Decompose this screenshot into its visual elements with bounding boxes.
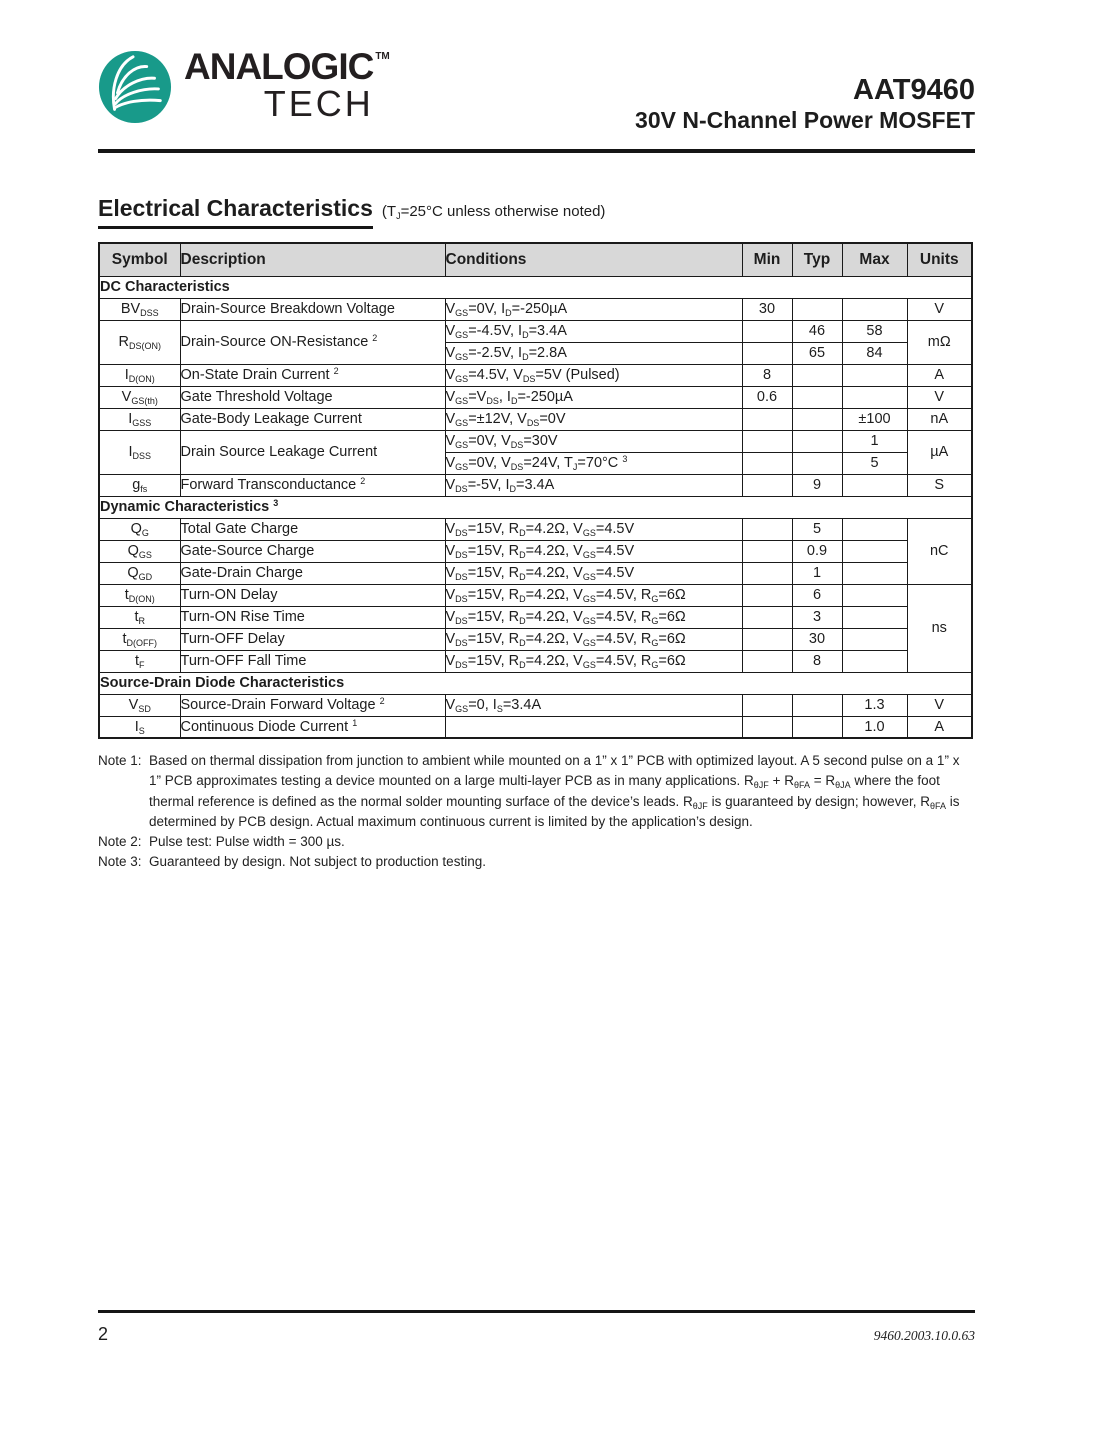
units-cell: S (907, 474, 972, 496)
min-cell: 0.6 (742, 386, 792, 408)
description-cell: Total Gate Charge (180, 518, 445, 540)
max-cell (842, 628, 907, 650)
footer-divider (98, 1310, 975, 1313)
max-cell: ±100 (842, 408, 907, 430)
conditions-cell: $V_{GS}=0V$, $V_{DS}=24V$, $T_J=70^\circ C$ $^3$ (445, 452, 742, 474)
max-cell (842, 650, 907, 672)
symbol-cell: $t_F$ (99, 650, 180, 672)
column-header-max: Max (842, 243, 907, 276)
max-cell: 84 (842, 342, 907, 364)
symbol-cell: $BV_{DSS}$ (99, 298, 180, 320)
description-cell: Turn-OFF Delay (180, 628, 445, 650)
description-cell: Gate-Body Leakage Current (180, 408, 445, 430)
min-cell (742, 716, 792, 738)
typ-cell (792, 716, 842, 738)
max-cell: 1.0 (842, 716, 907, 738)
section-row (99, 672, 972, 694)
column-header-symbol: Symbol (99, 243, 180, 276)
max-cell: 58 (842, 320, 907, 342)
column-header-conditions: Conditions (445, 243, 742, 276)
description-cell: Turn-ON Rise Time (180, 606, 445, 628)
section-label: Dynamic Characteristics $^3$ (99, 496, 972, 518)
symbol-cell: $t_{D(OFF)}$ (99, 628, 180, 650)
min-cell (742, 584, 792, 606)
typ-cell (792, 408, 842, 430)
brand-name-bottom: TECH (263, 83, 374, 124)
typ-cell: 9 (792, 474, 842, 496)
note-label: Note 3: (98, 854, 142, 870)
table-row (99, 408, 972, 430)
note (98, 751, 975, 832)
description-cell: Turn-OFF Fall Time (180, 650, 445, 672)
min-cell (742, 606, 792, 628)
table-row (99, 694, 972, 716)
typ-cell: 5 (792, 518, 842, 540)
column-header-units: Units (907, 243, 972, 276)
brand-name-top: ANALOGIC ™ (184, 46, 390, 87)
min-cell (742, 342, 792, 364)
note-label: Note 2: (98, 834, 142, 849)
min-cell (742, 540, 792, 562)
typ-cell: 1 (792, 562, 842, 584)
section-title: Electrical Characteristics (98, 195, 373, 229)
min-cell (742, 320, 792, 342)
description-cell: Gate-Drain Charge (180, 562, 445, 584)
conditions-cell: $V_{DS}=15V$, $R_D=4.2\Omega$, $V_{GS}=4.5V$, $R_G=6\Omega$ (445, 584, 742, 606)
symbol-cell: $I_S$ (99, 716, 180, 738)
table-row (99, 320, 972, 342)
notes-section (98, 751, 975, 873)
description-cell: On-State Drain Current $^2$ (180, 364, 445, 386)
conditions-cell: $V_{GS}=-2.5V$, $I_D=2.8A$ (445, 342, 742, 364)
typ-cell: 46 (792, 320, 842, 342)
conditions-cell: $V_{GS}=0V$, $V_{DS}=30V$ (445, 430, 742, 452)
symbol-cell: $I_{DSS}$ (99, 430, 180, 474)
conditions-cell: $V_{DS}=15V$, $R_D=4.2\Omega$, $V_{GS}=4.5V$ (445, 540, 742, 562)
typ-cell (792, 430, 842, 452)
units-cell: mΩ (907, 320, 972, 364)
min-cell (742, 518, 792, 540)
min-cell (742, 694, 792, 716)
symbol-cell: $Q_G$ (99, 518, 180, 540)
note-label: Note 1: (98, 753, 142, 768)
symbol-cell: $t_R$ (99, 606, 180, 628)
product-subtitle: 30V N-Channel Power MOSFET (635, 107, 975, 134)
description-cell: Continuous Diode Current $^1$ (180, 716, 445, 738)
max-cell (842, 364, 907, 386)
brand-name (184, 48, 388, 122)
min-cell (742, 430, 792, 452)
table-row (99, 364, 972, 386)
section-row (99, 276, 972, 298)
description-cell: Gate-Source Charge (180, 540, 445, 562)
note (98, 852, 975, 872)
typ-cell: 6 (792, 584, 842, 606)
table-row (99, 474, 972, 496)
note (98, 832, 975, 852)
units-cell: nC (907, 518, 972, 584)
electrical-characteristics-table (98, 242, 973, 739)
typ-cell: 65 (792, 342, 842, 364)
description-cell: Drain-Source ON-Resistance $^2$ (180, 320, 445, 364)
description-cell: Drain-Source Breakdown Voltage (180, 298, 445, 320)
section-heading (98, 195, 975, 229)
conditions-cell: $V_{GS}=-4.5V$, $I_D=3.4A$ (445, 320, 742, 342)
column-header-typ: Typ (792, 243, 842, 276)
units-cell: A (907, 716, 972, 738)
symbol-cell: $Q_{GS}$ (99, 540, 180, 562)
conditions-cell: $V_{DS}=15V$, $R_D=4.2\Omega$, $V_{GS}=4.5V$, $R_G=6\Omega$ (445, 606, 742, 628)
max-cell: 5 (842, 452, 907, 474)
table-row (99, 386, 972, 408)
symbol-cell: $R_{DS(ON)}$ (99, 320, 180, 364)
max-cell (842, 540, 907, 562)
column-header-description: Description (180, 243, 445, 276)
conditions-cell: $V_{GS}=V_{DS}$, $I_D=-250\mu A$ (445, 386, 742, 408)
typ-cell: 3 (792, 606, 842, 628)
max-cell (842, 562, 907, 584)
units-cell: V (907, 694, 972, 716)
max-cell (842, 584, 907, 606)
min-cell (742, 452, 792, 474)
table-row (99, 430, 972, 452)
typ-cell (792, 694, 842, 716)
section-label: DC Characteristics (99, 276, 972, 298)
conditions-cell: $V_{DS}=15V$, $R_D=4.2\Omega$, $V_{GS}=4.5V$ (445, 518, 742, 540)
symbol-cell: $Q_{GD}$ (99, 562, 180, 584)
section-row (99, 496, 972, 518)
units-cell: nA (907, 408, 972, 430)
description-cell: Source-Drain Forward Voltage $^2$ (180, 694, 445, 716)
conditions-cell: $V_{GS}=\pm 12V$, $V_{DS}=0V$ (445, 408, 742, 430)
spec-table-body (99, 276, 972, 738)
typ-cell (792, 298, 842, 320)
column-header-min: Min (742, 243, 792, 276)
symbol-cell: $t_{D(ON)}$ (99, 584, 180, 606)
page-footer (98, 1310, 975, 1345)
table-row (99, 562, 972, 584)
min-cell (742, 408, 792, 430)
table-row (99, 606, 972, 628)
max-cell (842, 606, 907, 628)
units-cell: A (907, 364, 972, 386)
leaf-logo-icon (98, 50, 172, 124)
units-cell: ns (907, 584, 972, 672)
typ-cell (792, 364, 842, 386)
max-cell: 1.3 (842, 694, 907, 716)
max-cell (842, 518, 907, 540)
page-header (98, 48, 975, 142)
document-code: 9460.2003.10.0.63 (873, 1328, 975, 1343)
trademark-symbol: TM (375, 51, 390, 62)
section-label: Source-Drain Diode Characteristics (99, 672, 972, 694)
note-text: Pulse test: Pulse width = 300 µs. (149, 834, 345, 849)
typ-cell (792, 452, 842, 474)
conditions-cell: $V_{GS}=0$, $I_S=3.4A$ (445, 694, 742, 716)
max-cell (842, 298, 907, 320)
document-title-block (635, 48, 975, 134)
min-cell (742, 650, 792, 672)
section-condition-note: ($T_J=25^\circ C$ unless otherwise noted) (381, 203, 606, 221)
min-cell (742, 628, 792, 650)
conditions-cell: $V_{GS}=4.5V$, $V_{DS}=5V$ (Pulsed) (445, 364, 742, 386)
typ-cell (792, 386, 842, 408)
typ-cell: 8 (792, 650, 842, 672)
max-cell: 1 (842, 430, 907, 452)
table-row (99, 584, 972, 606)
symbol-cell: $I_{GSS}$ (99, 408, 180, 430)
description-cell: Gate Threshold Voltage (180, 386, 445, 408)
units-cell: V (907, 298, 972, 320)
conditions-cell: $V_{DS}=15V$, $R_D=4.2\Omega$, $V_{GS}=4.5V$, $R_G=6\Omega$ (445, 628, 742, 650)
min-cell: 8 (742, 364, 792, 386)
min-cell (742, 474, 792, 496)
typ-cell: 0.9 (792, 540, 842, 562)
conditions-cell: $V_{DS}=15V$, $R_D=4.2\Omega$, $V_{GS}=4.5V$ (445, 562, 742, 584)
table-row (99, 518, 972, 540)
min-cell: 30 (742, 298, 792, 320)
description-cell: Forward Transconductance $^2$ (180, 474, 445, 496)
symbol-cell: $V_{SD}$ (99, 694, 180, 716)
max-cell (842, 474, 907, 496)
part-number: AAT9460 (853, 74, 975, 106)
conditions-cell: $V_{GS}=0V$, $I_D=-250\mu A$ (445, 298, 742, 320)
brand-logo (98, 48, 388, 124)
conditions-cell: $V_{DS}=15V$, $R_D=4.2\Omega$, $V_{GS}=4.5V$, $R_G=6\Omega$ (445, 650, 742, 672)
table-row (99, 298, 972, 320)
conditions-cell (445, 716, 742, 738)
table-row (99, 650, 972, 672)
description-cell: Turn-ON Delay (180, 584, 445, 606)
max-cell (842, 386, 907, 408)
symbol-cell: $g_{fs}$ (99, 474, 180, 496)
min-cell (742, 562, 792, 584)
typ-cell: 30 (792, 628, 842, 650)
note-text: Based on thermal dissipation from junction to ambient while mounted on a 1” x 1” PCB with optimized layout. A 5 second pulse on a 1” x 1” PCB approximates testing a device mounted on a large multi-layer PCB as in many applications. $R_{\theta JF} + R_{\theta FA} = R_{\theta JA}$ where the foot thermal reference is defined as the normal solder mounting surface of the device’s leads. $R_{\theta JF}$ is guaranteed by design; however, $R_{\theta FA}$ is determined by PCB design. Actual maximum continuous current is limited by the application’s design. (149, 753, 960, 829)
table-header-row (99, 243, 972, 276)
description-cell: Drain Source Leakage Current (180, 430, 445, 474)
header-divider (98, 149, 975, 153)
table-row (99, 628, 972, 650)
table-row (99, 716, 972, 738)
units-cell: V (907, 386, 972, 408)
note-text: Guaranteed by design. Not subject to production testing. (149, 854, 486, 870)
conditions-cell: $V_{DS}=-5V$, $I_D=3.4A$ (445, 474, 742, 496)
units-cell: µA (907, 430, 972, 474)
symbol-cell: $V_{GS(th)}$ (99, 386, 180, 408)
symbol-cell: $I_{D(ON)}$ (99, 364, 180, 386)
page-number: 2 (98, 1324, 109, 1344)
table-row (99, 540, 972, 562)
